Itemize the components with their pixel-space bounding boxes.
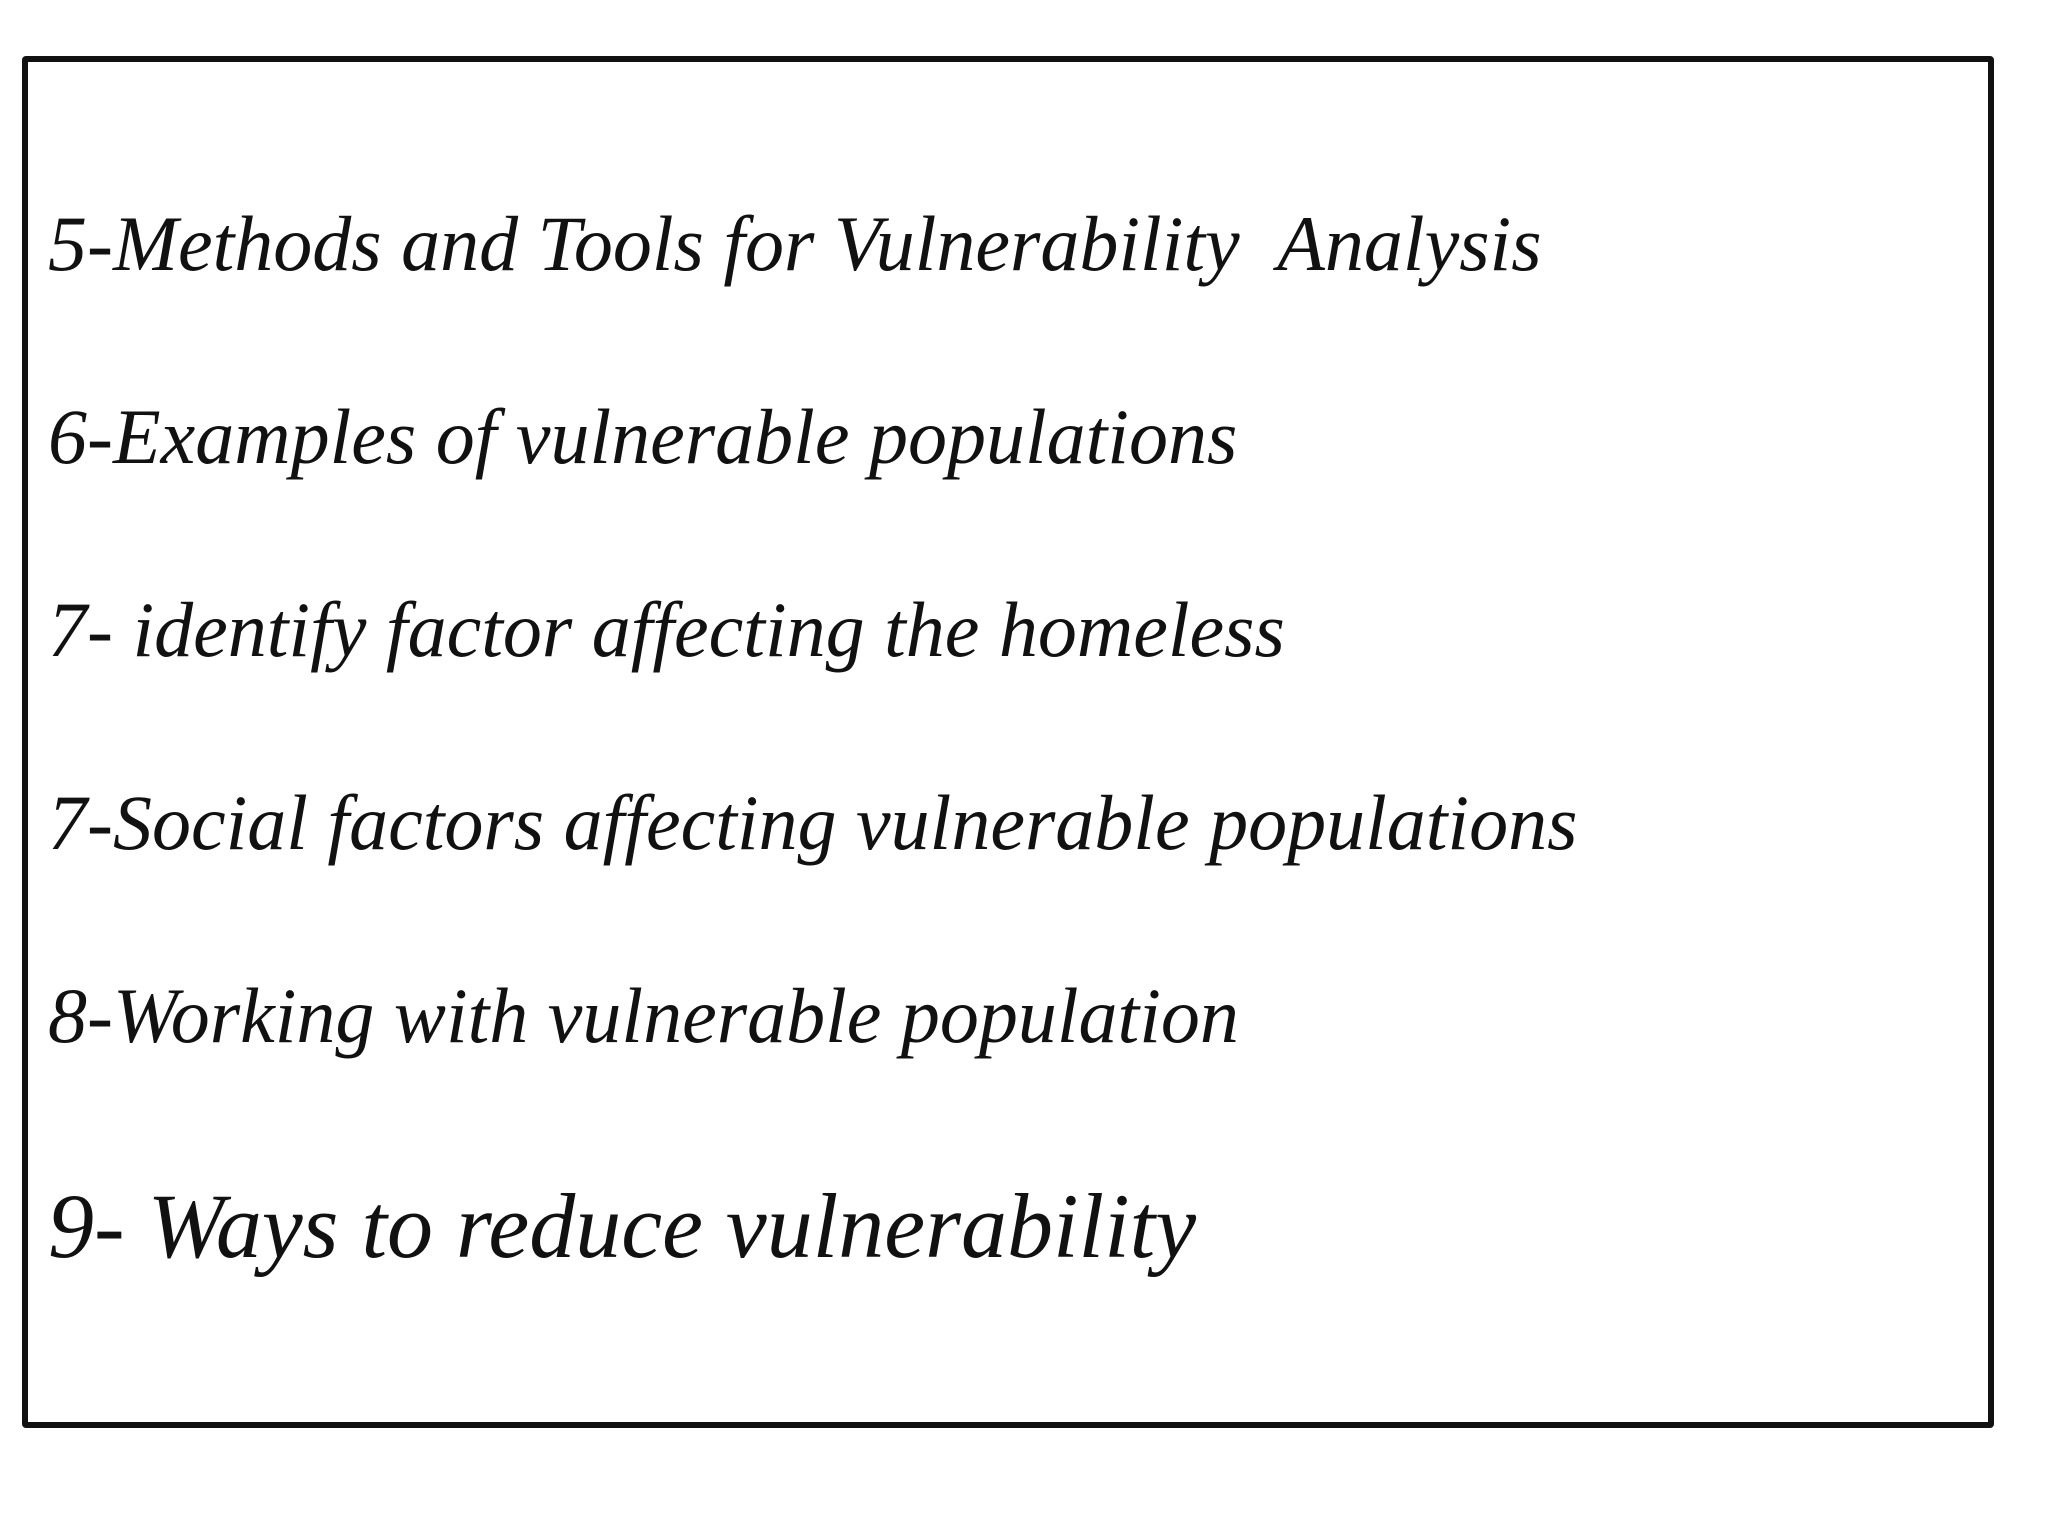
list-item-methods-tools: 5-Methods and Tools for Vulnerability Analysis [48, 200, 1542, 287]
list-item-examples-populations: 6-Examples of vulnerable populations [48, 393, 1238, 480]
list-item-reduce-vulnerability: 9- Ways to reduce vulnerability [48, 1175, 1197, 1277]
list-item-working-with-population: 8-Working with vulnerable population [48, 972, 1239, 1059]
list-item-social-factors: 7-Social factors affecting vulnerable populations [48, 779, 1578, 866]
list-item-homeless-factors: 7- identify factor affecting the homeless [48, 586, 1285, 673]
